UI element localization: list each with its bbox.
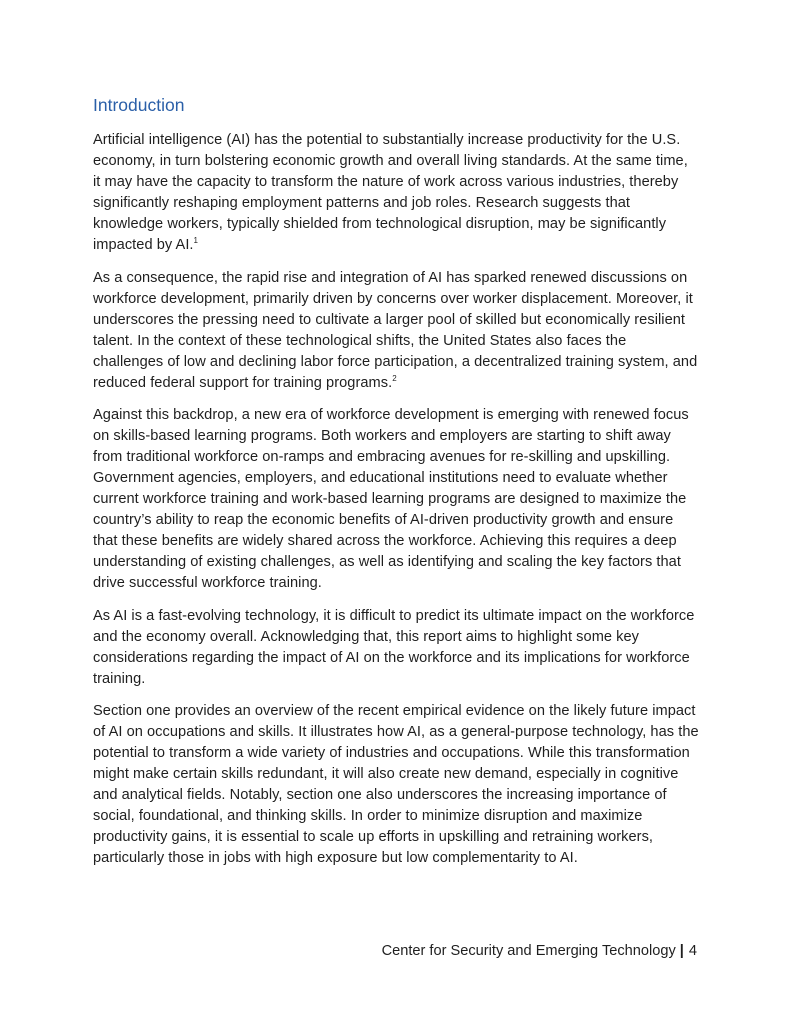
- paragraph-text: Section one provides an overview of the recent empirical evidence on the likely future impact of AI on occupations and skills. It illustrates how AI, as a general-purpose technology, has the potential to transform a wide variety of industries and occupations. While this transformation might make certain skills redundant, it will also create new demand, especially in cognitive and analytical fields. Notably, section one also underscores the increasing importance of social, foundational, and thinking skills. In order to minimize disruption and maximize productivity gains, it is essential to scale up efforts in upskilling and retraining workers, particularly those in jobs with high exposure but low complementarity to AI.: [93, 703, 699, 866]
- paragraph-text: As AI is a fast-evolving technology, it is difficult to predict its ultimate impact on the workforce and the economy overall. Acknowledging that, this report aims to highlight some key considerations regarding the impact of AI on the workforce and its implications for workforce training.: [93, 607, 695, 687]
- paragraph-4: [93, 606, 699, 690]
- footer-separator: |: [679, 943, 684, 959]
- document-body: [93, 94, 699, 881]
- footnote-ref-2[interactable]: 2: [392, 373, 397, 383]
- paragraph-text: Against this backdrop, a new era of workforce development is emerging with renewed focus on skills-based learning programs. Both workers and employers are starting to shift away from traditional workforce on-ramps and embracing avenues for re-skilling and upskilling. Government agencies, employers, and educational institutions need to evaluate whether current workforce training and work-based learning programs are designed to maximize the country’s ability to reap the economic benefits of AI-driven productivity growth and ensure that these benefits are widely shared across the workforce. Achieving this requires a deep understanding of existing challenges, as well as identifying and scaling the key factors that drive successful workforce training.: [93, 407, 689, 591]
- paragraph-text: Artificial intelligence (AI) has the potential to substantially increase productivity for the U.S. economy, in turn bolstering economic growth and overall living standards. At the same time, it may have the capacity to transform the nature of work across various industries, thereby significantly reshaping employment patterns and job roles. Research suggests that knowledge workers, typically shielded from technological disruption, may be significantly impacted by AI.: [93, 132, 688, 253]
- paragraph-1: [93, 130, 699, 256]
- page-number: 4: [688, 943, 697, 959]
- section-heading: Introduction: [93, 95, 185, 115]
- footer-organization: Center for Security and Emerging Technology: [381, 943, 676, 959]
- paragraph-5: [93, 701, 699, 869]
- paragraph-2: [93, 268, 699, 394]
- paragraph-text: As a consequence, the rapid rise and integration of AI has sparked renewed discussions on workforce development, primarily driven by concerns over worker displacement. Moreover, it underscores the pressing need to cultivate a larger pool of skilled but economically resilient talent. In the context of these technological shifts, the United States also faces the challenges of low and declining labor force participation, a decentralized training system, and reduced federal support for training programs.: [93, 269, 698, 391]
- page-footer: [382, 941, 697, 961]
- footnote-ref-1[interactable]: 1: [193, 236, 199, 246]
- paragraph-3: [93, 405, 699, 594]
